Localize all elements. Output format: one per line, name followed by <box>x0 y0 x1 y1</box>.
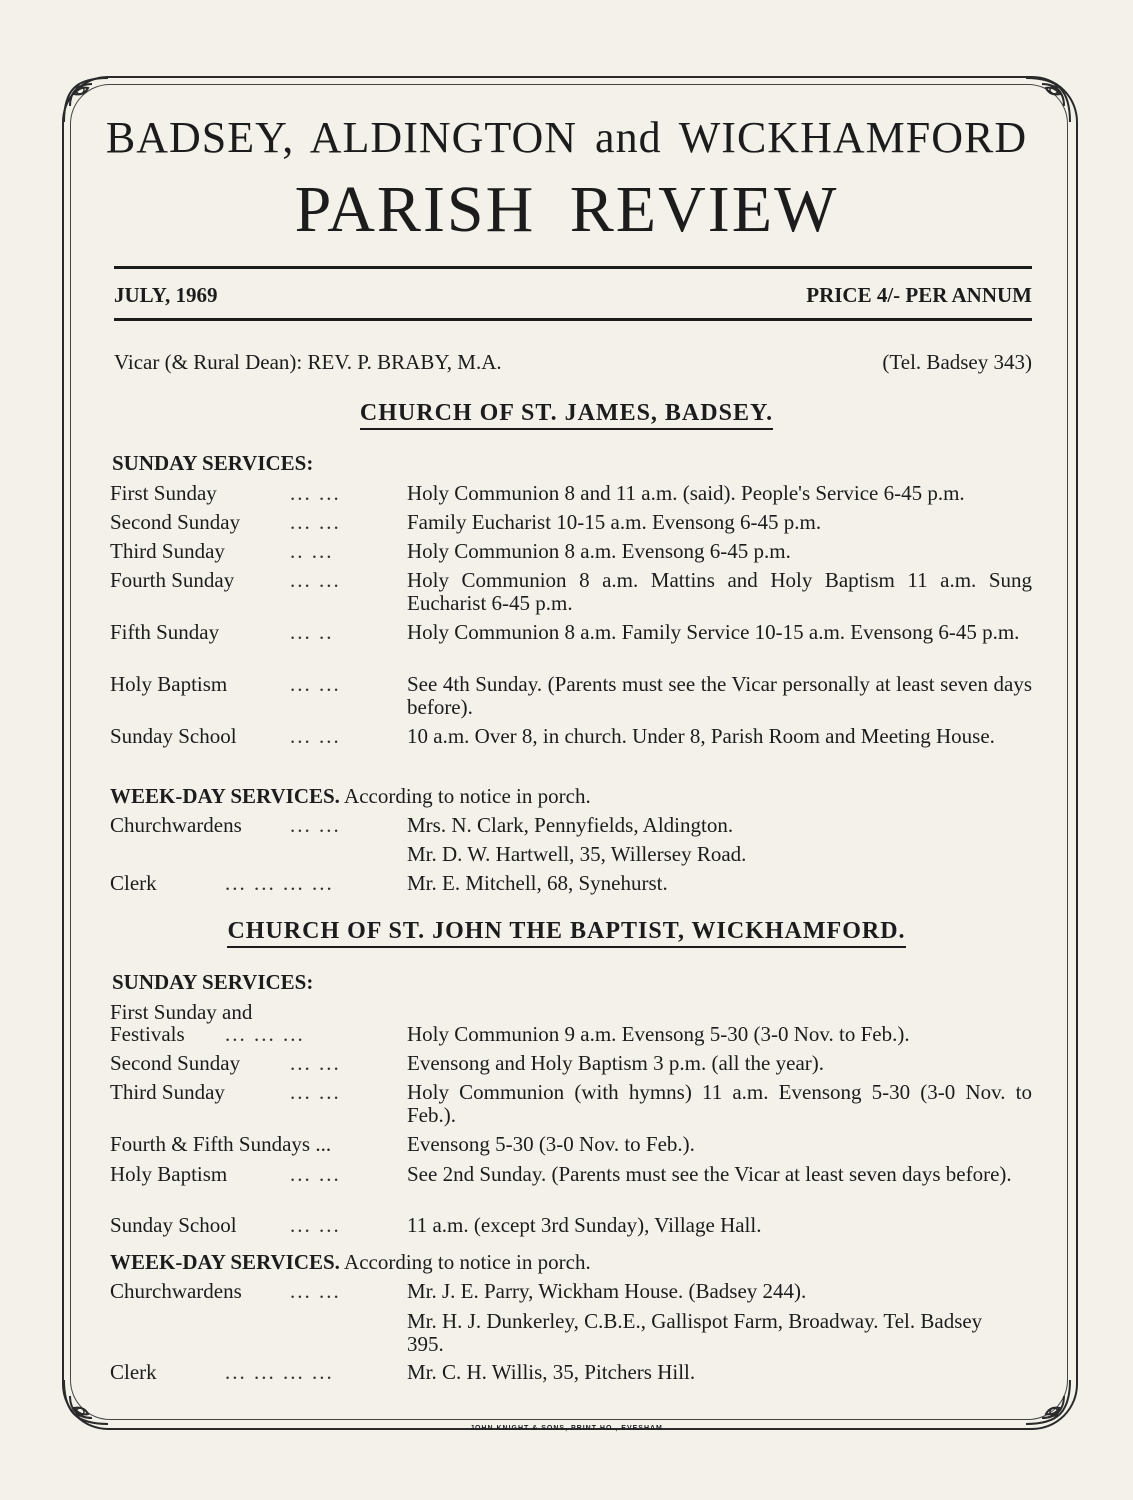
section-heading-badsey: CHURCH OF ST. JAMES, BADSEY. <box>0 400 1133 427</box>
printer-imprint: JOHN KNIGHT & SONS, PRINT HO., EVESHAM <box>470 1425 663 1432</box>
sunday-services-label: SUNDAY SERVICES: <box>112 451 314 475</box>
vicar-name: Vicar (& Rural Dean): REV. P. BRABY, M.A. <box>114 350 502 374</box>
section-heading-wickhamford: CHURCH OF ST. JOHN THE BAPTIST, WICKHAMFORD. <box>0 918 1133 945</box>
masthead-subtitle: BADSEY, ALDINGTON and WICKHAMFORD <box>105 113 1028 162</box>
corner-ornament-icon <box>56 1372 116 1432</box>
weekday-services-line: WEEK-DAY SERVICES. According to notice in porch. <box>110 784 591 808</box>
vicar-telephone: (Tel. Badsey 343) <box>882 350 1032 374</box>
masthead-title: PARISH REVIEW <box>294 173 839 246</box>
weekday-services-line: WEEK-DAY SERVICES. According to notice in porch. <box>110 1250 591 1274</box>
first-sunday-label: First Sunday and <box>110 1000 253 1024</box>
divider <box>114 266 1032 269</box>
sunday-services-label: SUNDAY SERVICES: <box>112 970 314 994</box>
divider <box>114 318 1032 321</box>
issue-price: PRICE 4/- PER ANNUM <box>806 283 1032 307</box>
issue-line <box>114 283 1032 308</box>
issue-date: JULY, 1969 <box>114 283 218 307</box>
vicar-line <box>114 350 1032 375</box>
